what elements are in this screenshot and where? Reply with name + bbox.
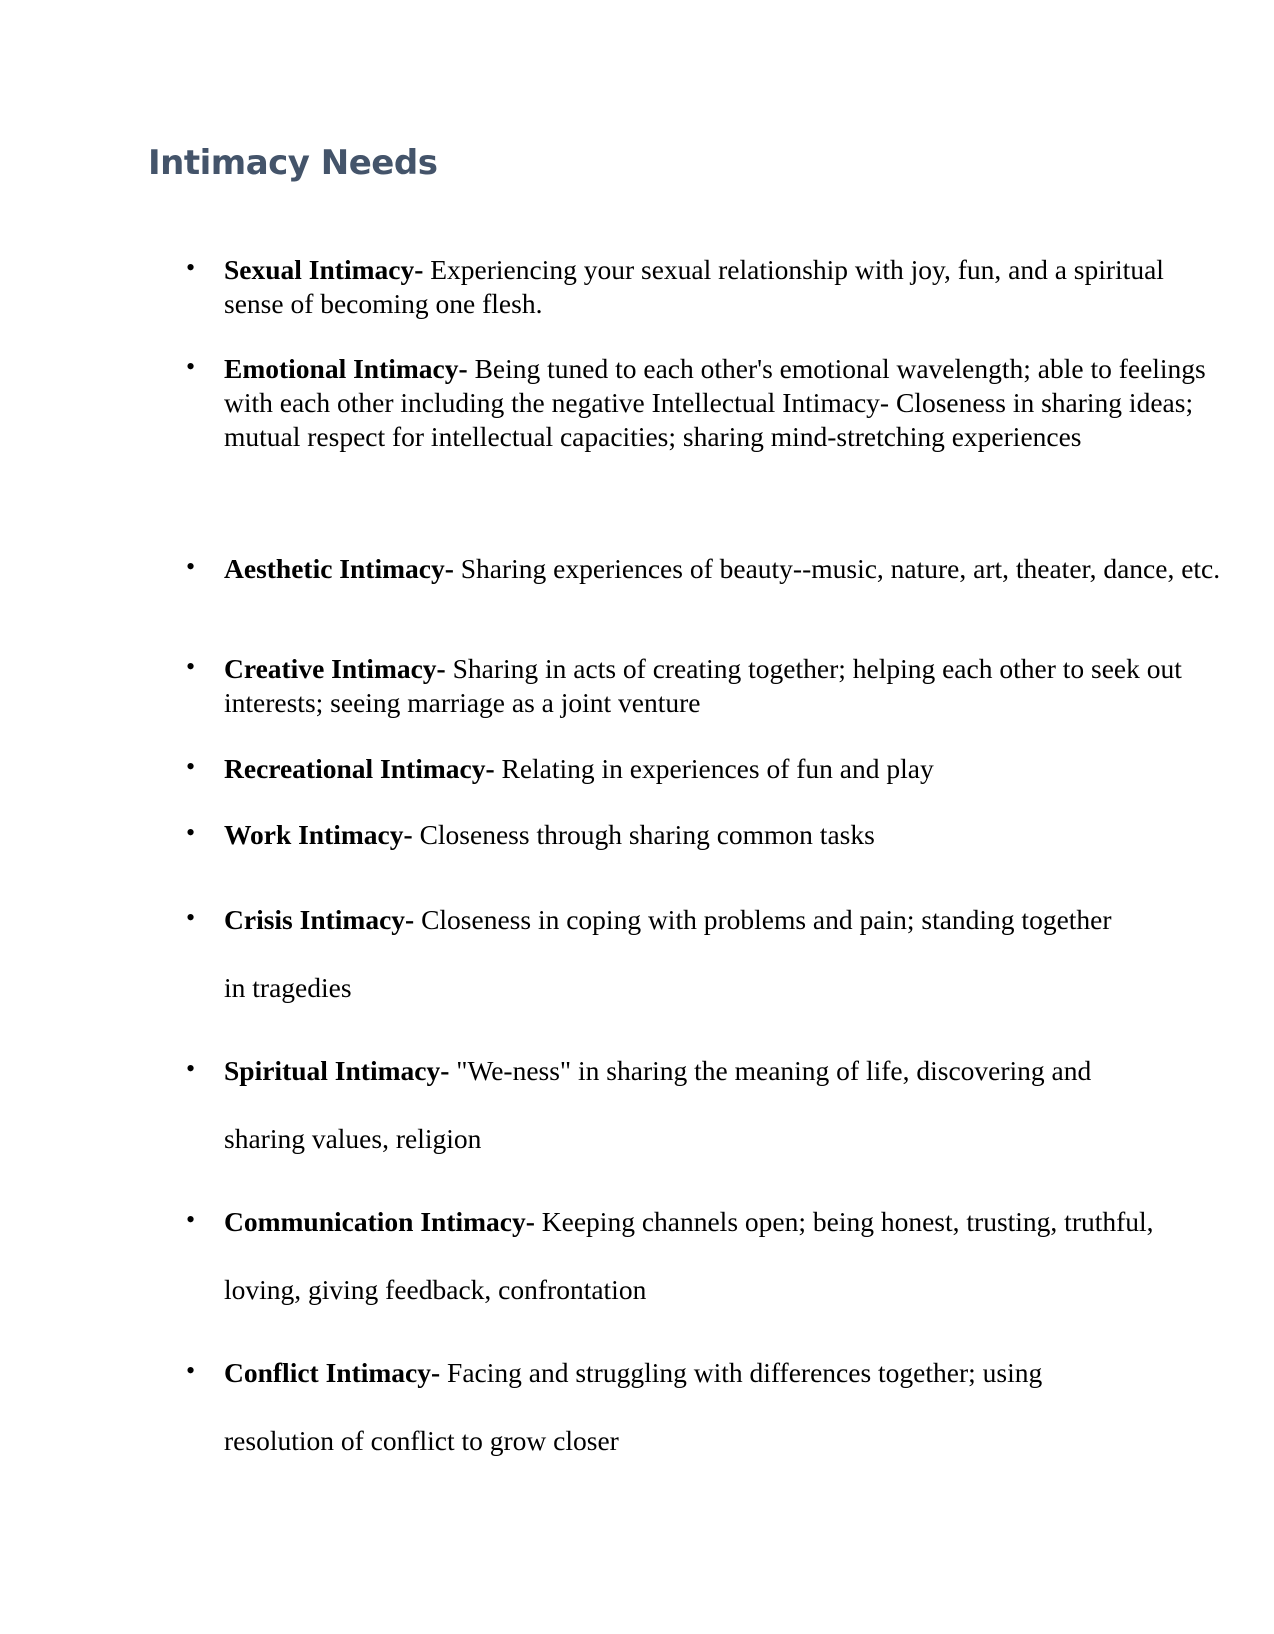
list-item-text (224, 886, 1114, 1022)
list-item-term: Emotional Intimacy- (224, 353, 468, 384)
bullet-icon: • (186, 1356, 196, 1385)
list-item-text (224, 552, 1224, 586)
page-title: Intimacy Needs (148, 143, 438, 183)
list-item-description: Experiencing your sexual relationship with joy, fun, and a spiritual sense of becoming one flesh. (224, 254, 1164, 319)
list-item-text (224, 1339, 1134, 1475)
list-item-term: Work Intimacy- (224, 819, 413, 850)
list-item-term: Communication Intimacy- (224, 1206, 535, 1237)
bullet-icon: • (186, 752, 196, 781)
bullet-icon: • (186, 652, 196, 681)
list-item-text (224, 752, 1224, 786)
list-item-term: Creative Intimacy- (224, 653, 446, 684)
list-item-description: Relating in experiences of fun and play (494, 753, 934, 784)
bullet-icon: • (186, 552, 196, 581)
bullet-icon: • (186, 1054, 196, 1083)
list-item-term: Crisis Intimacy- (224, 904, 415, 935)
list-item-description: Sharing experiences of beauty--music, nature, art, theater, dance, etc. (453, 553, 1221, 584)
list-item-description: Keeping channels open; being honest, trusting, truthful, loving, giving feedback, confrontation (224, 1206, 1154, 1305)
list-item-term: Recreational Intimacy- (224, 753, 495, 784)
list-item-text (224, 1188, 1159, 1324)
bullet-icon: • (186, 903, 196, 932)
list-item-term: Spiritual Intimacy- (224, 1055, 450, 1086)
list-item-description: Facing and struggling with differences together; using resolution of conflict to grow closer (224, 1357, 1043, 1456)
list-item-description: "We-ness" in sharing the meaning of life, discovering and sharing values, religion (224, 1055, 1092, 1154)
list-item-text (224, 818, 1224, 852)
bullet-icon: • (186, 1205, 196, 1234)
list-item-term: Sexual Intimacy- (224, 254, 424, 285)
list-item-text (224, 352, 1224, 454)
bullet-icon: • (186, 253, 196, 282)
bullet-icon: • (186, 352, 196, 381)
list-item-description: Sharing in acts of creating together; helping each other to seek out interests; seeing marriage as a joint venture (224, 653, 1182, 718)
list-item-text (224, 652, 1224, 720)
list-item-text (224, 1037, 1129, 1173)
list-item-description: Closeness through sharing common tasks (412, 819, 875, 850)
bullet-icon: • (186, 818, 196, 847)
list-item-term: Aesthetic Intimacy- (224, 553, 454, 584)
list-item-text (224, 253, 1224, 321)
list-item-description: Closeness in coping with problems and pain; standing together in tragedies (224, 904, 1112, 1003)
list-item-term: Conflict Intimacy- (224, 1357, 441, 1388)
list-item-description: Being tuned to each other's emotional wavelength; able to feelings with each other including the negative Intellectual Intimacy- Closeness in sharing ideas; mutual respect for intellectual capacities; sharing mind-stretching experiences (224, 353, 1206, 452)
